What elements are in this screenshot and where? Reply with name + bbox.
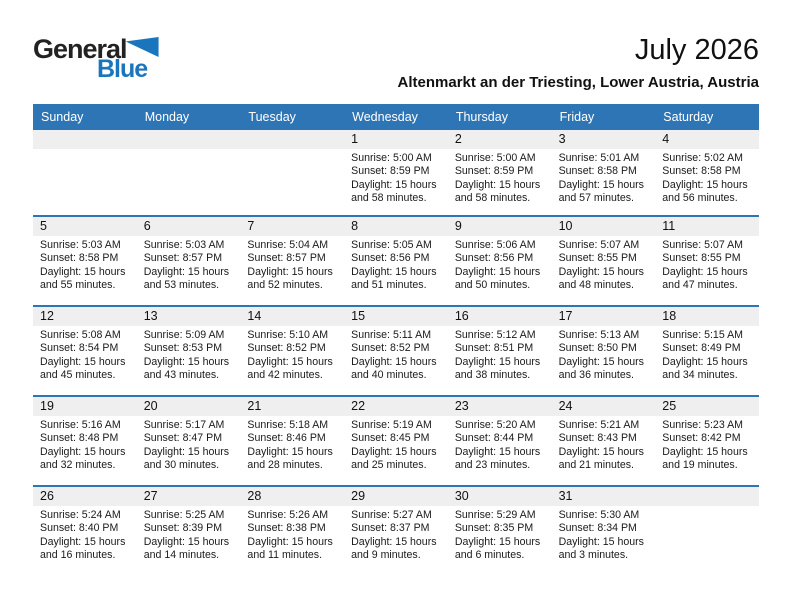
- day-number: 31: [558, 489, 573, 503]
- daylight-text: and 58 minutes.: [351, 191, 427, 204]
- sunrise-text: Sunrise: 5:07 AM: [662, 239, 743, 251]
- sunrise-text: Sunrise: 5:18 AM: [247, 419, 329, 431]
- logo-triangle-icon: [126, 37, 159, 57]
- daylight-text: Daylight: 15 hours: [40, 535, 126, 548]
- sunset-text: Sunset: 8:39 PM: [143, 522, 223, 535]
- daylight-text: and 6 minutes.: [454, 548, 525, 561]
- daylight-text: Daylight: 15 hours: [558, 265, 644, 278]
- day-cell: [240, 217, 344, 305]
- sunrise-text: Sunrise: 5:06 AM: [454, 239, 536, 251]
- title-block: [398, 34, 759, 91]
- day-details: [137, 236, 241, 292]
- sunrise-text: Sunrise: 5:03 AM: [143, 239, 225, 251]
- sunset-text: Sunset: 8:50 PM: [558, 342, 637, 355]
- day-cell: [655, 217, 759, 305]
- daylight-text: and 28 minutes.: [247, 458, 323, 471]
- daylight-text: and 57 minutes.: [558, 191, 634, 204]
- sunset-text: Sunset: 8:52 PM: [351, 342, 430, 355]
- empty-day-cell: [655, 487, 759, 575]
- day-cell: [448, 397, 552, 485]
- daylight-text: Daylight: 15 hours: [143, 265, 230, 278]
- weekday-header-row: [33, 104, 759, 130]
- sunset-text: Sunset: 8:58 PM: [40, 252, 119, 265]
- day-details: [240, 506, 344, 562]
- week-row: [33, 305, 759, 395]
- day-number-band: [240, 487, 344, 506]
- daylight-text: Daylight: 15 hours: [662, 445, 748, 458]
- day-details: [240, 236, 344, 292]
- day-number: 3: [558, 132, 566, 146]
- sunrise-text: Sunrise: 5:29 AM: [454, 509, 536, 521]
- day-number-band: [240, 217, 344, 236]
- day-number: 27: [143, 489, 158, 503]
- daylight-text: and 36 minutes.: [558, 368, 634, 381]
- sunrise-text: Sunrise: 5:30 AM: [558, 509, 640, 521]
- day-details: [33, 236, 137, 292]
- day-cell: [344, 487, 448, 575]
- day-number-band: [655, 217, 759, 236]
- day-details: [448, 326, 552, 382]
- day-number: 26: [40, 489, 54, 503]
- daylight-text: and 55 minutes.: [40, 278, 116, 291]
- daylight-text: Daylight: 15 hours: [454, 178, 541, 191]
- day-details: [552, 326, 656, 382]
- calendar-grid: [33, 130, 759, 575]
- sunset-text: Sunset: 8:59 PM: [351, 165, 430, 178]
- logo-text-general: General: [33, 34, 127, 64]
- sunset-text: Sunset: 8:51 PM: [454, 342, 534, 355]
- day-details: [33, 506, 137, 562]
- day-number: 23: [454, 399, 469, 413]
- general-blue-logo: [33, 36, 163, 84]
- day-number-band: [33, 397, 137, 416]
- day-number: 20: [143, 399, 158, 413]
- sunset-text: Sunset: 8:47 PM: [143, 432, 223, 445]
- day-number: 18: [662, 309, 677, 323]
- day-number-band: [655, 397, 759, 416]
- sunrise-text: Sunrise: 5:17 AM: [143, 419, 225, 431]
- sunrise-text: Sunrise: 5:19 AM: [351, 419, 432, 431]
- day-number-band: [33, 487, 137, 506]
- sunrise-text: Sunrise: 5:21 AM: [558, 419, 640, 431]
- day-cell: [655, 397, 759, 485]
- daylight-text: Daylight: 15 hours: [40, 265, 126, 278]
- day-number: 11: [662, 219, 676, 233]
- sunset-text: Sunset: 8:52 PM: [247, 342, 326, 355]
- daylight-text: Daylight: 15 hours: [247, 265, 333, 278]
- day-details: [552, 149, 656, 205]
- location-subtitle: Altenmarkt an der Triesting, Lower Austria, Austria: [397, 74, 759, 92]
- sunrise-text: Sunrise: 5:02 AM: [662, 152, 743, 164]
- day-number-band: [137, 130, 241, 149]
- day-details: [655, 149, 759, 205]
- daylight-text: Daylight: 15 hours: [662, 265, 748, 278]
- day-details: [33, 326, 137, 382]
- day-number-band: [552, 307, 656, 326]
- sunrise-text: Sunrise: 5:13 AM: [558, 329, 640, 341]
- daylight-text: Daylight: 15 hours: [143, 445, 230, 458]
- weekday-header-cell: Thursday: [455, 110, 508, 124]
- daylight-text: and 19 minutes.: [662, 458, 738, 471]
- weekday-header-cell: Monday: [144, 110, 190, 124]
- sunset-text: Sunset: 8:58 PM: [662, 165, 741, 178]
- day-cell: [552, 217, 656, 305]
- daylight-text: Daylight: 15 hours: [558, 445, 644, 458]
- sunrise-text: Sunrise: 5:16 AM: [40, 419, 121, 431]
- sunrise-text: Sunrise: 5:23 AM: [662, 419, 743, 431]
- day-details: [240, 326, 344, 382]
- day-details: [240, 416, 344, 472]
- day-cell: [448, 130, 552, 215]
- sunset-text: Sunset: 8:46 PM: [247, 432, 326, 445]
- daylight-text: Daylight: 15 hours: [351, 178, 437, 191]
- sunset-text: Sunset: 8:53 PM: [143, 342, 223, 355]
- day-cell: [448, 217, 552, 305]
- sunrise-text: Sunrise: 5:07 AM: [558, 239, 640, 251]
- day-number: 4: [662, 132, 670, 146]
- daylight-text: Daylight: 15 hours: [143, 355, 230, 368]
- sunset-text: Sunset: 8:43 PM: [558, 432, 637, 445]
- day-number-band: [655, 487, 759, 506]
- day-number-band: [448, 307, 552, 326]
- day-cell: [33, 217, 137, 305]
- empty-day-cell: [137, 130, 241, 215]
- day-number: 22: [351, 399, 366, 413]
- sunset-text: Sunset: 8:56 PM: [454, 252, 534, 265]
- day-cell: [137, 217, 241, 305]
- sunset-text: Sunset: 8:40 PM: [40, 522, 119, 535]
- daylight-text: Daylight: 15 hours: [351, 265, 437, 278]
- day-number-band: [344, 397, 448, 416]
- day-number-band: [344, 217, 448, 236]
- day-cell: [552, 397, 656, 485]
- day-details: [344, 149, 448, 205]
- daylight-text: Daylight: 15 hours: [454, 265, 541, 278]
- day-number-band: [240, 130, 344, 149]
- daylight-text: and 16 minutes.: [40, 548, 116, 561]
- daylight-text: and 14 minutes.: [143, 548, 220, 561]
- day-number-band: [552, 130, 656, 149]
- weekday-header-cell: Sunday: [41, 110, 84, 124]
- day-cell: [344, 217, 448, 305]
- day-number-band: [655, 307, 759, 326]
- sunrise-text: Sunrise: 5:11 AM: [351, 329, 432, 341]
- day-details: [448, 506, 552, 562]
- sunset-text: Sunset: 8:48 PM: [40, 432, 119, 445]
- daylight-text: Daylight: 15 hours: [454, 535, 541, 548]
- sunrise-text: Sunrise: 5:03 AM: [40, 239, 121, 251]
- day-number: 14: [247, 309, 262, 323]
- day-cell: [552, 130, 656, 215]
- sunrise-text: Sunrise: 5:27 AM: [351, 509, 432, 521]
- daylight-text: and 53 minutes.: [143, 278, 220, 291]
- daylight-text: and 30 minutes.: [143, 458, 220, 471]
- day-number-band: [448, 217, 552, 236]
- daylight-text: Daylight: 15 hours: [454, 355, 541, 368]
- day-number-band: [240, 307, 344, 326]
- sunrise-text: Sunrise: 5:20 AM: [454, 419, 536, 431]
- day-cell: [655, 307, 759, 395]
- daylight-text: and 9 minutes.: [351, 548, 421, 561]
- daylight-text: Daylight: 15 hours: [558, 178, 644, 191]
- weekday-header-cell: Wednesday: [352, 110, 418, 124]
- day-number-band: [448, 397, 552, 416]
- daylight-text: and 43 minutes.: [143, 368, 220, 381]
- daylight-text: and 32 minutes.: [40, 458, 116, 471]
- daylight-text: and 42 minutes.: [247, 368, 323, 381]
- day-number: 6: [143, 219, 151, 233]
- sunrise-text: Sunrise: 5:12 AM: [454, 329, 536, 341]
- day-cell: [137, 487, 241, 575]
- daylight-text: and 23 minutes.: [454, 458, 531, 471]
- day-number: 16: [454, 309, 469, 323]
- day-number-band: [137, 397, 241, 416]
- day-details: [344, 236, 448, 292]
- daylight-text: Daylight: 15 hours: [351, 445, 437, 458]
- sunset-text: Sunset: 8:55 PM: [558, 252, 637, 265]
- day-cell: [33, 397, 137, 485]
- day-cell: [448, 487, 552, 575]
- day-details: [655, 236, 759, 292]
- day-number: 24: [558, 399, 573, 413]
- day-number: 8: [351, 219, 359, 233]
- day-details: [137, 326, 241, 382]
- daylight-text: Daylight: 15 hours: [143, 535, 230, 548]
- daylight-text: and 3 minutes.: [558, 548, 629, 561]
- daylight-text: and 50 minutes.: [454, 278, 531, 291]
- day-number: 5: [40, 219, 47, 233]
- day-number: 13: [143, 309, 158, 323]
- weekday-header-cell: Friday: [559, 110, 595, 124]
- daylight-text: and 45 minutes.: [40, 368, 116, 381]
- daylight-text: and 58 minutes.: [454, 191, 531, 204]
- calendar-table: [33, 104, 759, 575]
- day-number: 15: [351, 309, 366, 323]
- daylight-text: Daylight: 15 hours: [662, 355, 748, 368]
- daylight-text: and 38 minutes.: [454, 368, 531, 381]
- daylight-text: Daylight: 15 hours: [40, 355, 126, 368]
- sunset-text: Sunset: 8:57 PM: [143, 252, 223, 265]
- day-number: 30: [454, 489, 469, 503]
- day-number: 10: [558, 219, 573, 233]
- day-number-band: [655, 130, 759, 149]
- daylight-text: and 51 minutes.: [351, 278, 427, 291]
- day-number-band: [552, 397, 656, 416]
- sunset-text: Sunset: 8:38 PM: [247, 522, 326, 535]
- sunrise-text: Sunrise: 5:00 AM: [454, 152, 536, 164]
- sunset-text: Sunset: 8:34 PM: [558, 522, 637, 535]
- weekday-header-cell: Saturday: [663, 110, 714, 124]
- day-number: 2: [454, 132, 462, 146]
- weekday-header-cell: Tuesday: [248, 110, 296, 124]
- day-number-band: [344, 487, 448, 506]
- day-number: 7: [247, 219, 255, 233]
- day-details: [655, 506, 759, 509]
- day-details: [240, 149, 344, 152]
- day-details: [33, 149, 137, 152]
- day-number-band: [137, 217, 241, 236]
- sunset-text: Sunset: 8:37 PM: [351, 522, 430, 535]
- sunrise-text: Sunrise: 5:08 AM: [40, 329, 121, 341]
- sunset-text: Sunset: 8:45 PM: [351, 432, 430, 445]
- sunset-text: Sunset: 8:58 PM: [558, 165, 637, 178]
- day-cell: [240, 307, 344, 395]
- sunrise-text: Sunrise: 5:01 AM: [558, 152, 640, 164]
- day-number: 29: [351, 489, 366, 503]
- daylight-text: and 48 minutes.: [558, 278, 634, 291]
- daylight-text: and 47 minutes.: [662, 278, 738, 291]
- day-number: 17: [558, 309, 573, 323]
- day-details: [344, 416, 448, 472]
- day-number-band: [33, 130, 137, 149]
- day-cell: [137, 397, 241, 485]
- day-details: [552, 236, 656, 292]
- daylight-text: Daylight: 15 hours: [247, 355, 333, 368]
- day-details: [655, 326, 759, 382]
- sunset-text: Sunset: 8:42 PM: [662, 432, 741, 445]
- sunset-text: Sunset: 8:56 PM: [351, 252, 430, 265]
- day-number-band: [137, 307, 241, 326]
- day-number-band: [344, 130, 448, 149]
- daylight-text: and 40 minutes.: [351, 368, 427, 381]
- day-number-band: [552, 487, 656, 506]
- sunset-text: Sunset: 8:49 PM: [662, 342, 741, 355]
- day-number-band: [137, 487, 241, 506]
- daylight-text: Daylight: 15 hours: [558, 535, 644, 548]
- day-number-band: [448, 487, 552, 506]
- day-details: [655, 416, 759, 472]
- day-details: [137, 416, 241, 472]
- day-details: [137, 506, 241, 562]
- sunset-text: Sunset: 8:59 PM: [454, 165, 534, 178]
- sunrise-text: Sunrise: 5:10 AM: [247, 329, 329, 341]
- day-number: 28: [247, 489, 262, 503]
- day-number-band: [552, 217, 656, 236]
- day-number: 19: [40, 399, 54, 413]
- day-details: [552, 416, 656, 472]
- daylight-text: and 56 minutes.: [662, 191, 738, 204]
- day-number: 25: [662, 399, 677, 413]
- sunset-text: Sunset: 8:54 PM: [40, 342, 119, 355]
- week-row: [33, 485, 759, 575]
- day-cell: [655, 130, 759, 215]
- day-details: [448, 416, 552, 472]
- daylight-text: Daylight: 15 hours: [558, 355, 644, 368]
- week-row: [33, 395, 759, 485]
- day-number: 21: [247, 399, 262, 413]
- day-cell: [33, 487, 137, 575]
- day-cell: [552, 307, 656, 395]
- sunrise-text: Sunrise: 5:15 AM: [662, 329, 743, 341]
- daylight-text: Daylight: 15 hours: [247, 535, 333, 548]
- empty-day-cell: [33, 130, 137, 215]
- sunrise-text: Sunrise: 5:25 AM: [143, 509, 225, 521]
- daylight-text: Daylight: 15 hours: [351, 355, 437, 368]
- day-details: [33, 416, 137, 472]
- day-cell: [240, 487, 344, 575]
- day-cell: [344, 307, 448, 395]
- day-number-band: [240, 397, 344, 416]
- day-cell: [344, 130, 448, 215]
- day-cell: [33, 307, 137, 395]
- day-details: [344, 506, 448, 562]
- daylight-text: Daylight: 15 hours: [454, 445, 541, 458]
- sunrise-text: Sunrise: 5:24 AM: [40, 509, 121, 521]
- week-row: [33, 215, 759, 305]
- sunrise-text: Sunrise: 5:00 AM: [351, 152, 432, 164]
- day-number: 1: [351, 132, 359, 146]
- day-cell: [240, 397, 344, 485]
- day-cell: [344, 397, 448, 485]
- day-details: [344, 326, 448, 382]
- sunset-text: Sunset: 8:55 PM: [662, 252, 741, 265]
- sunrise-text: Sunrise: 5:26 AM: [247, 509, 329, 521]
- daylight-text: and 25 minutes.: [351, 458, 427, 471]
- month-title: July 2026: [634, 34, 759, 66]
- day-number-band: [344, 307, 448, 326]
- day-details: [448, 149, 552, 205]
- day-number: 9: [454, 219, 462, 233]
- sunrise-text: Sunrise: 5:09 AM: [143, 329, 225, 341]
- week-row: [33, 130, 759, 215]
- day-details: [448, 236, 552, 292]
- day-number-band: [448, 130, 552, 149]
- daylight-text: and 34 minutes.: [662, 368, 738, 381]
- daylight-text: Daylight: 15 hours: [662, 178, 748, 191]
- day-details: [137, 149, 241, 152]
- day-cell: [552, 487, 656, 575]
- daylight-text: and 21 minutes.: [558, 458, 634, 471]
- sunset-text: Sunset: 8:44 PM: [454, 432, 534, 445]
- daylight-text: and 11 minutes.: [247, 548, 323, 561]
- daylight-text: Daylight: 15 hours: [247, 445, 333, 458]
- day-number-band: [33, 307, 137, 326]
- day-details: [552, 506, 656, 562]
- daylight-text: Daylight: 15 hours: [40, 445, 126, 458]
- day-number: 12: [40, 309, 54, 323]
- sunset-text: Sunset: 8:57 PM: [247, 252, 326, 265]
- sunrise-text: Sunrise: 5:05 AM: [351, 239, 432, 251]
- empty-day-cell: [240, 130, 344, 215]
- daylight-text: Daylight: 15 hours: [351, 535, 437, 548]
- day-number-band: [33, 217, 137, 236]
- sunset-text: Sunset: 8:35 PM: [454, 522, 534, 535]
- daylight-text: and 52 minutes.: [247, 278, 323, 291]
- sunrise-text: Sunrise: 5:04 AM: [247, 239, 329, 251]
- logo-text-blue: Blue: [97, 55, 148, 83]
- day-cell: [448, 307, 552, 395]
- day-cell: [137, 307, 241, 395]
